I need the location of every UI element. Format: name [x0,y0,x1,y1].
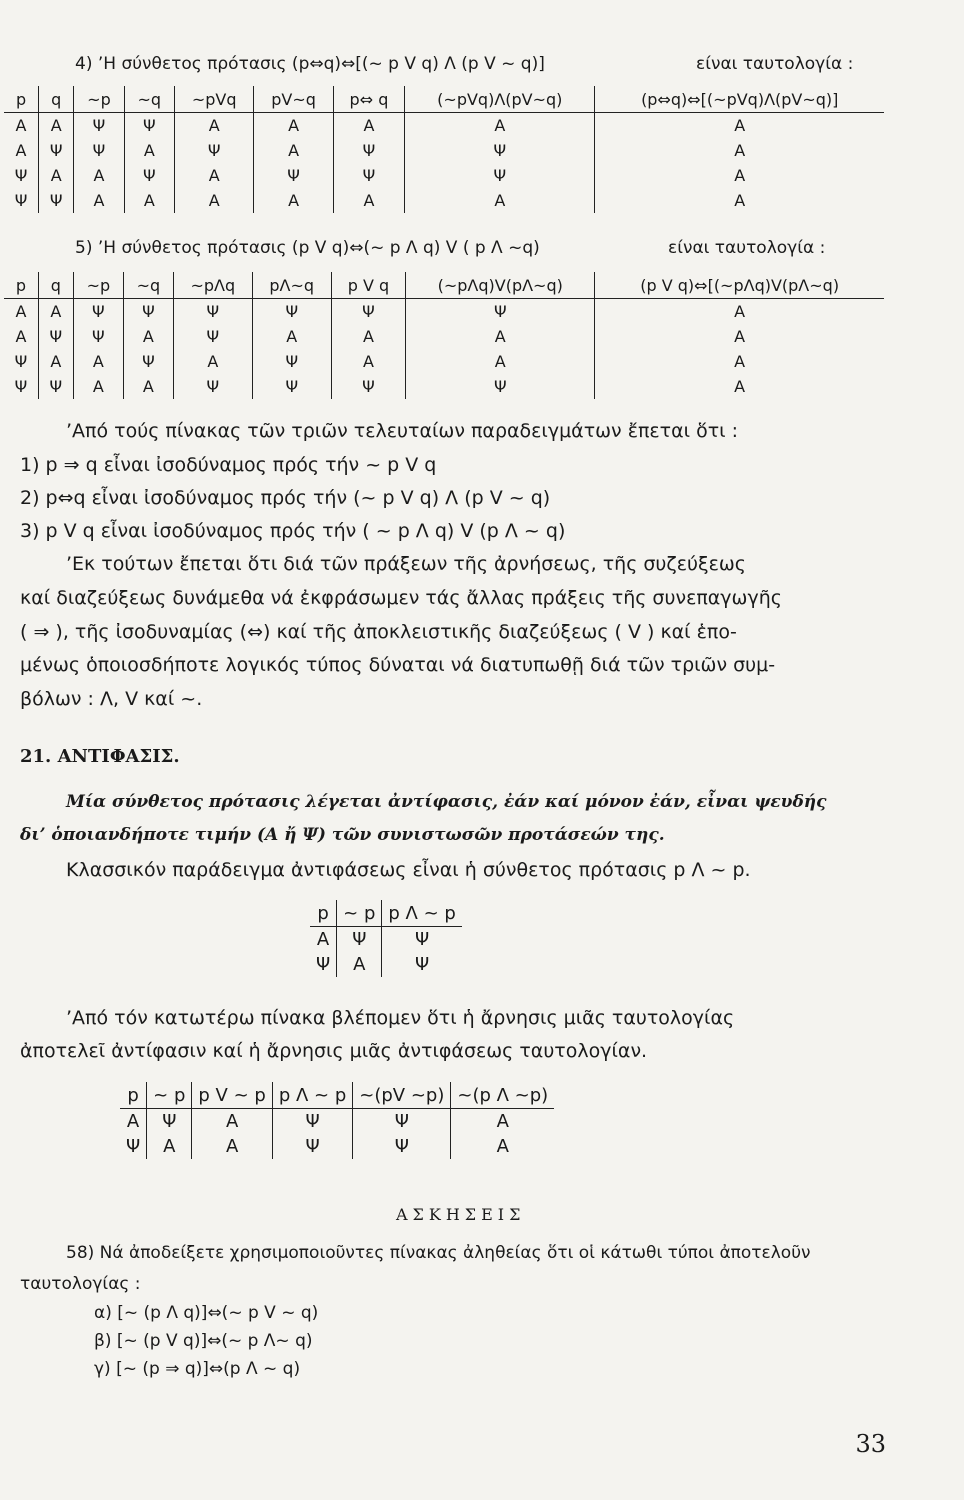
table-cell: Ψ [353,1109,451,1135]
example-4-intro [75,54,545,74]
column-header: q [39,86,74,113]
table-cell: Ψ [39,138,74,163]
column-header: (~pΛq)V(pΛ~q) [406,272,595,299]
table-cell: Α [124,188,174,213]
table-cell: Ψ [39,188,74,213]
table-cell: Ψ [272,1134,352,1159]
table-header-row [4,272,884,299]
classic-example: Κλασσικόν παράδειγμα ἀντιφάσεως εἶναι ἡ σύνθετος πρότασις p Λ ~ p. [66,859,751,881]
table-cell: Ψ [124,113,174,139]
paragraph-line: καί διαζεύξεως δυνάμεθα νά ἐκφράσωμεν τάς ἄλλας πράξεις τῆς συνεπαγωγῆς [20,587,782,609]
table-row [4,349,884,374]
table-cell: Α [38,299,73,325]
table-cell: Ψ [331,374,405,399]
table-cell: Α [15,302,27,321]
table-cell: Ψ [337,927,382,953]
table-cell: Ψ [14,166,28,185]
column-header: (~pVq)Λ(pV~q) [405,86,595,113]
table-cell: Ψ [126,1136,141,1157]
table-cell: Α [333,188,404,213]
table-cell: Α [595,349,884,374]
table-cell: Ψ [173,299,252,325]
truth-table-ex4 [4,86,884,213]
table-cell: Ψ [124,163,174,188]
table-cell: Α [147,1134,192,1159]
paragraph-line: ( ⇒ ), τῆς ἰσοδυναμίας (⇔) καί τῆς ἀποκλειστικῆς διαζεύξεως ( V ) καί ἑπο- [20,621,737,643]
table-cell: Α [192,1109,272,1135]
column-header: (p⇔q)⇔[(~pVq)Λ(pV~q)] [595,86,884,113]
table-row [4,113,884,139]
table-row [310,952,462,977]
table-cell: Α [405,188,595,213]
table-cell: Ψ [173,324,252,349]
exercise-58-c: γ) [~ (p ⇒ q)]⇔(p Λ ~ q) [94,1359,301,1379]
table-cell: Ψ [405,138,595,163]
exercise-58-b: β) [~ (p V q)]⇔(~ p Λ~ q) [94,1331,313,1351]
table-header-row [4,86,884,113]
column-header: pV~q [254,86,333,113]
table-cell: Α [331,349,405,374]
column-header: ~pΛq [173,272,252,299]
table-cell: Α [173,349,252,374]
table-row [4,163,884,188]
table-cell: Α [192,1134,272,1159]
column-header: p V ~ p [192,1082,272,1109]
table-cell: Ψ [38,374,73,399]
table-cell: Ψ [406,374,595,399]
column-header: p V q [331,272,405,299]
table-cell: Α [451,1109,554,1135]
table-cell: Α [15,327,27,346]
table-cell: Ψ [38,324,73,349]
table-cell: Α [333,113,404,139]
table-cell: Ψ [331,299,405,325]
column-header: ~q [124,86,174,113]
table-cell: Α [38,349,73,374]
table-cell: Ψ [382,952,462,977]
column-header: p [120,1082,147,1109]
paragraph-line: μένως ὁποιοσδήποτε λογικός τύπος δύναται νά διατυπωθῇ διά τῶν τριῶν συμ- [20,654,776,676]
table-cell: Α [39,113,74,139]
paragraph-line: ’Από τόν κατωτέρω πίνακα βλέπομεν ὅτι ἡ ἄρνησις μιᾶς ταυτολογίας [66,1007,735,1029]
table-cell: Α [254,113,333,139]
table-cell: Ψ [254,163,333,188]
column-header: ~q [123,272,173,299]
table-cell: Α [15,141,27,160]
table-cell: Α [405,113,595,139]
table-cell: Ψ [73,299,123,325]
table-cell: Α [126,1111,140,1132]
table-cell: Ψ [272,1109,352,1135]
table-cell: Α [254,188,333,213]
table-cell: Ψ [252,349,331,374]
table-row [4,324,884,349]
table-cell: Α [331,324,405,349]
table-cell: Α [595,188,884,213]
truth-table-negation [120,1082,554,1159]
definition-line: Μία σύνθετος πρότασις λέγεται ἀντίφασις, ἐάν καί μόνον ἐάν, εἶναι ψευδής [66,792,827,812]
table-cell: Ψ [14,191,28,210]
paragraph-line: βόλων : Λ, V καί ~. [20,688,203,710]
table-cell: Ψ [174,138,253,163]
table-cell: Α [337,952,382,977]
exercise-58-cont: ταυτολογίας : [20,1274,141,1294]
table-cell: Α [123,374,173,399]
table-cell: Α [451,1134,554,1159]
definition-line: δι’ ὁποιανδήποτε τιμήν (Α ἤ Ψ) τῶν συνιστωσῶν προτάσεών της. [20,825,665,845]
column-header: ~(p Λ ~p) [451,1082,554,1109]
table-cell: Α [174,163,253,188]
table-cell: Α [406,349,595,374]
table-row [4,138,884,163]
table-row [4,374,884,399]
exercise-58-a: α) [~ (p Λ q)]⇔(~ p V ~ q) [94,1303,319,1323]
table-cell: Α [595,138,884,163]
table-cell: Α [316,929,330,950]
table-cell: Α [595,113,884,139]
paragraph-line: ’Από τούς πίνακας τῶν τριῶν τελευταίων παραδειγμάτων ἔπεται ὅτι : [66,420,739,442]
column-header: p [310,900,337,927]
table-cell: Α [39,163,74,188]
example-4-suffix: είναι ταυτολογία : [696,54,854,74]
table-cell: Α [124,138,174,163]
table-header-row [310,900,462,927]
section-heading: 21. ΑΝΤΙΦΑΣΙΣ. [20,746,180,767]
column-header: ~pVq [174,86,253,113]
table-cell: Α [123,324,173,349]
table-row [4,188,884,213]
column-header: p [4,86,39,113]
example-5-suffix: είναι ταυτολογία : [668,238,826,258]
table-cell: Ψ [406,299,595,325]
table-cell: Ψ [252,374,331,399]
column-header: ~ p [147,1082,192,1109]
table-cell: Α [74,163,124,188]
table-cell: Ψ [353,1134,451,1159]
column-header: p⇔ q [333,86,404,113]
exercise-58: 58) Νά ἀποδείξετε χρησιμοποιοῦντες πίνακας ἀληθείας ὅτι οἱ κάτωθι τύποι ἀποτελοῦν [66,1243,811,1263]
column-header: ~(pV ~p) [353,1082,451,1109]
table-cell: Α [15,116,27,135]
equivalence-3: 3) p V q εἶναι ἰσοδύναμος πρός τήν ( ~ p Λ q) V (p Λ ~ q) [20,520,566,542]
column-header: ~p [73,272,123,299]
truth-table-contradiction [310,900,462,977]
table-row [4,299,884,325]
table-cell: Α [73,374,123,399]
table-cell: Α [174,188,253,213]
table-cell: Ψ [333,138,404,163]
paragraph-line: ἀποτελεῖ ἀντίφασιν καί ἡ ἄρνησις μιᾶς ἀντιφάσεως ταυτολογίαν. [20,1040,648,1062]
table-row [120,1134,554,1159]
table-cell: Ψ [173,374,252,399]
table-cell: Α [174,113,253,139]
example-5-intro: 5) ’Η σύνθετος πρότασις (p V q)⇔(~ p Λ q) V ( p Λ ~q) [75,238,540,258]
table-cell: Ψ [73,324,123,349]
table-row [120,1109,554,1135]
example-4-formula: 4) ’Η σύνθετος πρότασις (p⇔q)⇔[(~ p V q) Λ (p V ~ q)] [75,54,545,74]
page-number: 33 [855,1430,886,1458]
table-cell: Ψ [74,138,124,163]
table-cell: Α [595,324,884,349]
table-cell: Ψ [405,163,595,188]
table-cell: Α [254,138,333,163]
table-cell: Α [406,324,595,349]
table-cell: Α [74,188,124,213]
truth-table-ex5 [4,272,884,399]
table-cell: Ψ [123,349,173,374]
column-header: p Λ ~ p [272,1082,352,1109]
column-header: ~ p [337,900,382,927]
column-header: ~p [74,86,124,113]
table-row [310,927,462,953]
table-cell: Α [595,163,884,188]
table-cell: Α [595,299,884,325]
equivalence-1: 1) p ⇒ q εἶναι ἰσοδύναμος πρός τήν ~ p V q [20,454,437,476]
table-header-row [120,1082,554,1109]
table-cell: Ψ [333,163,404,188]
table-cell: Ψ [74,113,124,139]
table-cell: Ψ [382,927,462,953]
column-header: (p V q)⇔[(~pΛq)V(pΛ~q) [595,272,884,299]
exercises-title: ΑΣΚΗΣΕΙΣ [396,1205,526,1224]
table-cell: Ψ [252,299,331,325]
equivalence-2: 2) p⇔q εἶναι ἰσοδύναμος πρός τήν (~ p V q) Λ (p V ~ q) [20,487,551,509]
table-cell: Α [252,324,331,349]
table-cell: Ψ [123,299,173,325]
table-cell: Ψ [14,352,28,371]
table-cell: Α [73,349,123,374]
column-header: p [4,272,38,299]
column-header: p Λ ~ p [382,900,462,927]
table-cell: Ψ [316,954,331,975]
column-header: pΛ~q [252,272,331,299]
table-cell: Α [595,374,884,399]
table-cell: Ψ [14,377,28,396]
table-cell: Ψ [147,1109,192,1135]
paragraph-line: ’Εκ τούτων ἔπεται ὅτι διά τῶν πράξεων τῆς ἀρνήσεως, τῆς συζεύξεως [66,553,746,575]
column-header: q [38,272,73,299]
